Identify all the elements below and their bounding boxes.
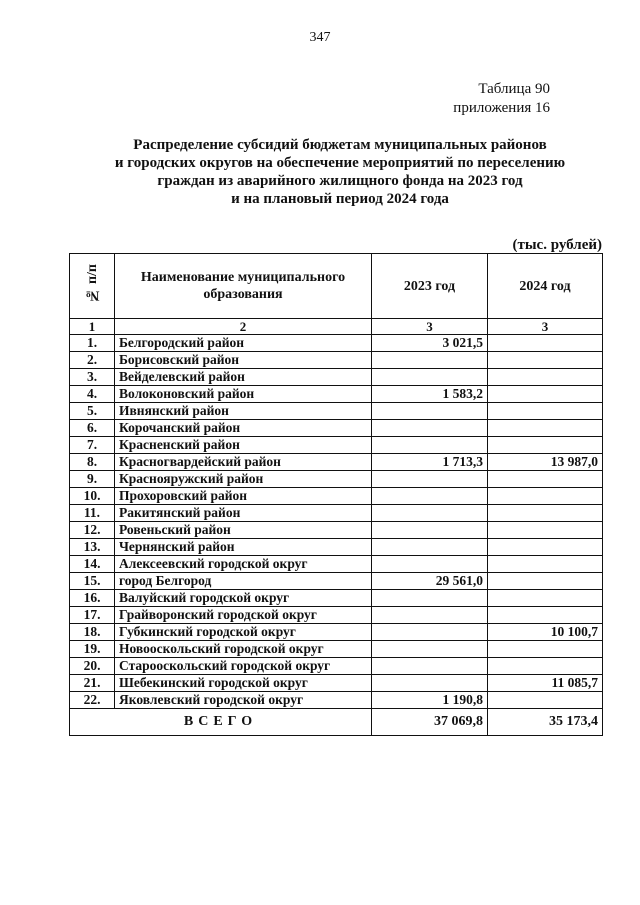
row-name: Белгородский район	[115, 335, 372, 352]
row-2024	[488, 590, 603, 607]
total-label: ВСЕГО	[70, 709, 372, 736]
row-2023	[372, 641, 488, 658]
row-2024	[488, 539, 603, 556]
row-2024	[488, 471, 603, 488]
table-row	[70, 437, 603, 454]
row-name: Борисовский район	[115, 352, 372, 369]
row-2024	[488, 658, 603, 675]
row-2024	[488, 573, 603, 590]
row-name: Валуйский городской округ	[115, 590, 372, 607]
row-number: 22.	[70, 692, 115, 709]
table-row	[70, 352, 603, 369]
row-number: 6.	[70, 420, 115, 437]
col-number: 1	[70, 319, 115, 335]
row-name: Шебекинский городской округ	[115, 675, 372, 692]
row-2024	[488, 352, 603, 369]
total-2024: 35 173,4	[488, 709, 603, 736]
row-2023	[372, 675, 488, 692]
row-2023: 1 713,3	[372, 454, 488, 471]
table-row	[70, 539, 603, 556]
row-2024	[488, 641, 603, 658]
row-name: Ровеньский район	[115, 522, 372, 539]
row-name: Губкинский городской округ	[115, 624, 372, 641]
row-2024	[488, 420, 603, 437]
row-2024	[488, 437, 603, 454]
row-2023: 3 021,5	[372, 335, 488, 352]
row-2024	[488, 607, 603, 624]
row-name: Вейделевский район	[115, 369, 372, 386]
table-row	[70, 675, 603, 692]
total-2023: 37 069,8	[372, 709, 488, 736]
row-name: Чернянский район	[115, 539, 372, 556]
table-row	[70, 386, 603, 403]
table-row	[70, 471, 603, 488]
row-number: 19.	[70, 641, 115, 658]
row-2023	[372, 607, 488, 624]
row-number: 18.	[70, 624, 115, 641]
row-2023	[372, 590, 488, 607]
row-2024	[488, 692, 603, 709]
row-number: 13.	[70, 539, 115, 556]
header-2023: 2023 год	[372, 254, 488, 319]
row-2023	[372, 403, 488, 420]
row-number: 11.	[70, 505, 115, 522]
table-row	[70, 335, 603, 352]
row-2023	[372, 471, 488, 488]
table-row	[70, 556, 603, 573]
row-2023	[372, 658, 488, 675]
row-name: Красненский район	[115, 437, 372, 454]
title-line: Распределение субсидий бюджетам муниципальных районов	[133, 137, 547, 153]
table-row	[70, 590, 603, 607]
row-2023	[372, 539, 488, 556]
row-2023	[372, 369, 488, 386]
row-name: Алексеевский городской округ	[115, 556, 372, 573]
row-2024: 10 100,7	[488, 624, 603, 641]
row-2023	[372, 505, 488, 522]
col-number: 3	[372, 319, 488, 335]
row-name: Краснояружский район	[115, 471, 372, 488]
row-number: 15.	[70, 573, 115, 590]
table-row	[70, 454, 603, 471]
row-name: Старооскольский городской округ	[115, 658, 372, 675]
row-2024: 11 085,7	[488, 675, 603, 692]
table-row	[70, 505, 603, 522]
row-number: 16.	[70, 590, 115, 607]
row-2024	[488, 505, 603, 522]
title-line: и городских округов на обеспечение мероприятий по переселению	[114, 155, 566, 171]
row-name: Красногвардейский район	[115, 454, 372, 471]
row-number: 2.	[70, 352, 115, 369]
table-reference	[453, 80, 550, 118]
row-2023	[372, 522, 488, 539]
table-row	[70, 692, 603, 709]
row-name: Волоконовский район	[115, 386, 372, 403]
table-row	[70, 369, 603, 386]
row-2024	[488, 556, 603, 573]
row-number: 17.	[70, 607, 115, 624]
row-2024	[488, 522, 603, 539]
page-number: 347	[309, 30, 331, 45]
header-name: Наименование муниципального образования	[115, 254, 372, 319]
row-2024	[488, 386, 603, 403]
row-2023: 29 561,0	[372, 573, 488, 590]
row-2024	[488, 335, 603, 352]
row-name: Грайворонский городской округ	[115, 607, 372, 624]
row-2023	[372, 420, 488, 437]
row-number: 8.	[70, 454, 115, 471]
table-row	[70, 488, 603, 505]
row-name: Ивнянский район	[115, 403, 372, 420]
row-name: Новооскольский городской округ	[115, 641, 372, 658]
row-number: 5.	[70, 403, 115, 420]
annex-label: приложения 16	[453, 100, 550, 116]
row-number: 20.	[70, 658, 115, 675]
row-number: 7.	[70, 437, 115, 454]
row-name: Ракитянский район	[115, 505, 372, 522]
row-number: 9.	[70, 471, 115, 488]
row-number: 3.	[70, 369, 115, 386]
row-number: 4.	[70, 386, 115, 403]
table-row	[70, 641, 603, 658]
row-2023	[372, 352, 488, 369]
table-row	[70, 522, 603, 539]
row-2024: 13 987,0	[488, 454, 603, 471]
total-row	[70, 709, 603, 736]
col-number: 2	[115, 319, 372, 335]
row-2024	[488, 488, 603, 505]
row-2023	[372, 624, 488, 641]
table-label: Таблица 90	[478, 81, 550, 97]
row-number: 10.	[70, 488, 115, 505]
row-2023	[372, 488, 488, 505]
row-name: Яковлевский городской округ	[115, 692, 372, 709]
table-row	[70, 624, 603, 641]
row-2023: 1 190,8	[372, 692, 488, 709]
header-num: № п/п	[70, 254, 115, 319]
title-line: граждан из аварийного жилищного фонда на 2023 год	[157, 173, 523, 189]
header-row	[70, 254, 603, 319]
row-2023: 1 583,2	[372, 386, 488, 403]
row-number: 21.	[70, 675, 115, 692]
table-row	[70, 573, 603, 590]
table-row	[70, 658, 603, 675]
row-name: Корочанский район	[115, 420, 372, 437]
col-number: 3	[488, 319, 603, 335]
subsidy-table	[69, 253, 603, 736]
document-title	[70, 136, 610, 208]
row-2024	[488, 369, 603, 386]
units-label: (тыс. рублей)	[512, 237, 602, 253]
row-2024	[488, 403, 603, 420]
title-line: и на плановый период 2024 года	[231, 191, 449, 207]
header-2024: 2024 год	[488, 254, 603, 319]
row-2023	[372, 556, 488, 573]
table-row	[70, 607, 603, 624]
row-2023	[372, 437, 488, 454]
table-row	[70, 403, 603, 420]
row-number: 14.	[70, 556, 115, 573]
row-name: Прохоровский район	[115, 488, 372, 505]
table-row	[70, 420, 603, 437]
row-number: 12.	[70, 522, 115, 539]
row-number: 1.	[70, 335, 115, 352]
row-name: город Белгород	[115, 573, 372, 590]
column-number-row	[70, 319, 603, 335]
